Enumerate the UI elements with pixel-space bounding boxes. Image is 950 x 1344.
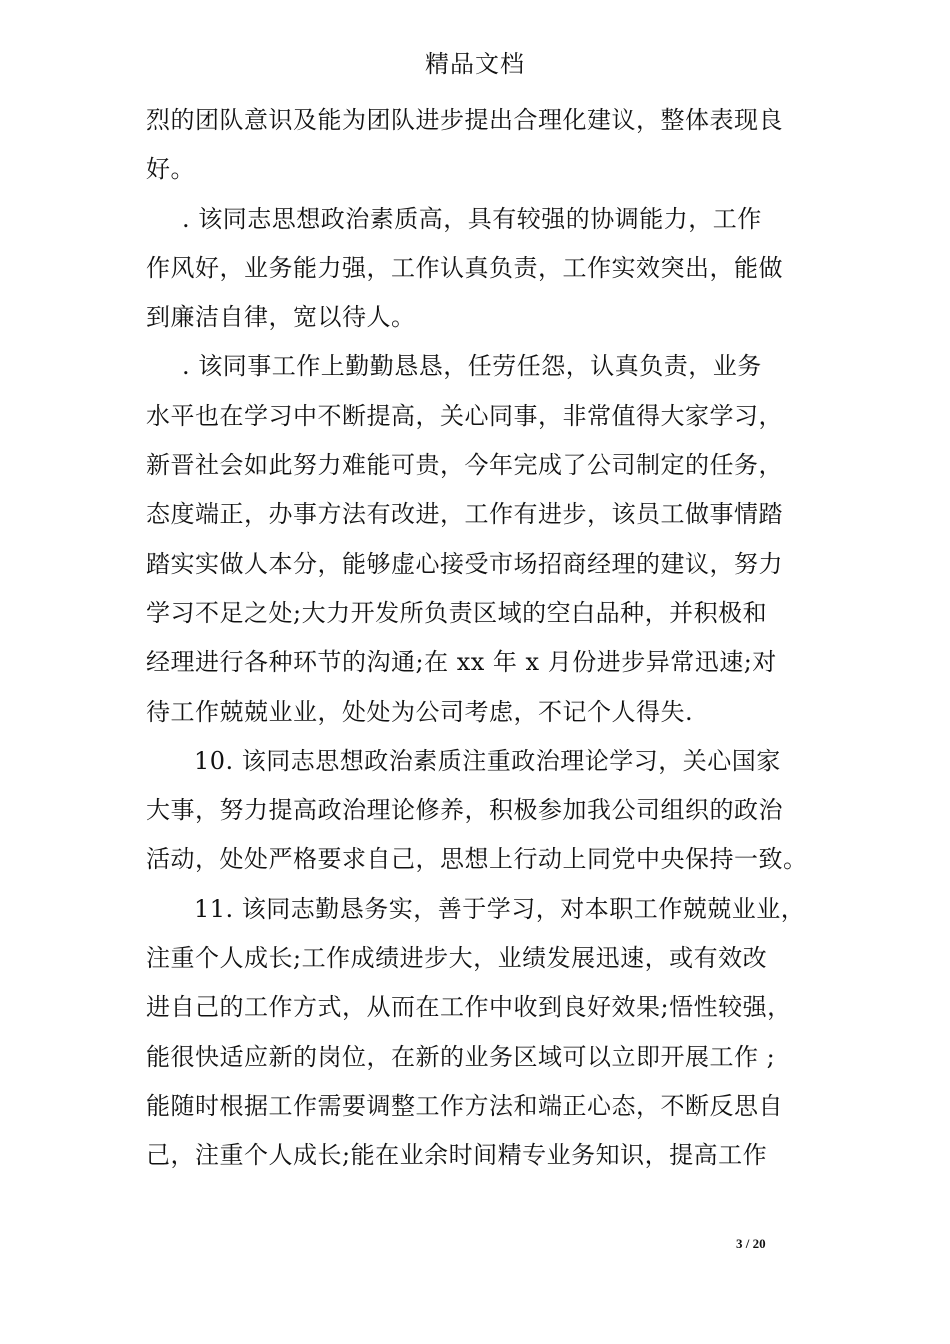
paragraph-line: 能很快适应新的岗位，在新的业务区域可以立即开展工作 ; xyxy=(146,1042,776,1071)
paragraph-line: 烈的团队意识及能为团队进步提出合理化建议，整体表现良 xyxy=(146,106,783,134)
paragraph-line: 经理进行各种环节的沟通;在 xx 年 x 月份进步异常迅速;对 xyxy=(146,648,777,677)
paragraph-line: 活动，处处严格要求自己，思想上行动上同党中央保持一致。 xyxy=(146,845,808,874)
paragraph-line: 10. 该同志思想政治素质注重政治理论学习，关心国家 xyxy=(194,746,781,775)
paragraph-line: 学习不足之处;大力开发所负责区域的空白品种，并积极和 xyxy=(146,598,768,627)
paragraph-line: 到廉洁自律，宽以待人。 xyxy=(146,303,416,332)
paragraph-line: . 该同事工作上勤勤恳恳，任劳任怨，认真负责，业务 xyxy=(182,352,762,381)
paragraph-line: 己，注重个人成长;能在业余时间精专业务知识，提高工作 xyxy=(146,1141,768,1170)
paragraph-line: 11. 该同志勤恳务实，善于学习，对本职工作兢兢业业， xyxy=(194,894,806,923)
paragraph-line: 待工作兢兢业业，处处为公司考虑，不记个人得失. xyxy=(146,697,694,726)
paragraph-line: 能随时根据工作需要调整工作方法和端正心态，不断反思自 xyxy=(146,1091,783,1120)
page-number: 3 / 20 xyxy=(736,1236,766,1251)
paragraph-line: 踏实实做人本分，能够虚心接受市场招商经理的建议，努力 xyxy=(146,549,783,578)
paragraph-line: 新晋社会如此努力难能可贵，今年完成了公司制定的任务， xyxy=(146,451,783,480)
document-body xyxy=(146,96,810,1181)
paragraph-line: 态度端正，办事方法有改进，工作有进步，该员工做事情踏 xyxy=(146,500,783,529)
paragraph-line: 水平也在学习中不断提高，关心同事，非常值得大家学习， xyxy=(146,401,783,430)
paragraph-line: 作风好，业务能力强，工作认真负责，工作实效突出，能做 xyxy=(146,253,783,282)
paragraph-line: 好。 xyxy=(146,155,195,184)
paragraph-line: 注重个人成长;工作成绩进步大，业绩发展迅速，或有效改 xyxy=(146,944,768,973)
page-header-title: 精品文档 xyxy=(425,50,525,78)
paragraph-line: 进自己的工作方式，从而在工作中收到良好效果;悟性较强， xyxy=(146,993,792,1022)
paragraph-line: 大事，努力提高政治理论修养，积极参加我公司组织的政治 xyxy=(146,796,783,825)
paragraph-line: . 该同志思想政治素质高，具有较强的协调能力，工作 xyxy=(182,204,762,233)
